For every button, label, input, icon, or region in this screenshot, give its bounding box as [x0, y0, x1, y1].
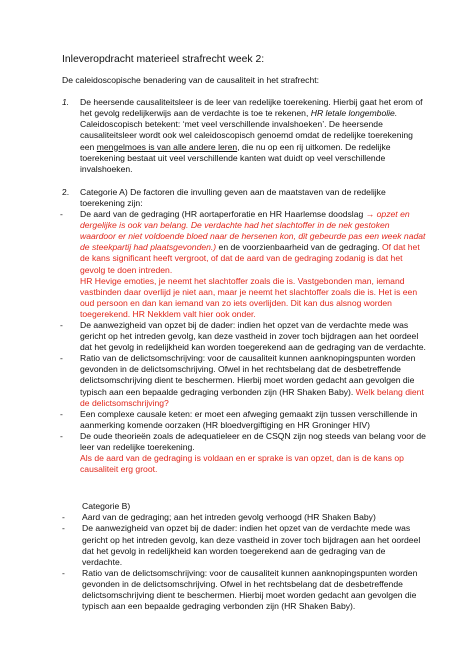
- paragraph-text: De heersende causaliteitsleer is de leer van redelijke toerekening. Hierbij gaat het erom of het gevolg redelijkerwijs aan de verdachte is toe te rekenen,: [80, 97, 423, 119]
- document-subtitle: De caleidoscopische benadering van de causaliteit in het strafrecht:: [62, 75, 320, 86]
- bullet-text: De aard van de gedraging (HR aortaperforatie en HR Haarlemse doodslag: [80, 209, 366, 220]
- bullet-item: [60, 320, 426, 353]
- bullet-item: [60, 431, 426, 475]
- bullet-item: [62, 512, 426, 523]
- bullet-text: Aard van de gedraging; aan het intreden gevolg verhoogd (HR Shaken Baby): [82, 512, 376, 523]
- document-title: Inleveropdracht materieel strafrecht week 2:: [62, 54, 265, 65]
- bullet-item: [62, 523, 426, 567]
- bullet-dash: -: [62, 567, 65, 578]
- bullet-text: De aanwezigheid van opzet bij de dader: indien het opzet van de verdachte mede was gericht op het intreden gevolg, kan deze vastheid in zover toch bijdragen aan het oordeel dat het gevolg in redelijkheid kan worden toegerekend aan de gedraging van de verdachte.: [82, 523, 421, 567]
- category-a-intro: Categorie A) De factoren die invulling geven aan de maatstaven van de redelijke toerekening zijn:: [80, 186, 386, 208]
- bullet-dash: -: [62, 512, 65, 523]
- bullet-dash: -: [60, 319, 63, 330]
- red-annotation: HR Hevige emoties, je neemt het slachtoffer zoals die is. Vastgebonden man, iemand vastbinden daar overlijd je niet aan, maar je neemt het slachtoffer zoals die is. Het is een oud persoon en dan kan iemand van zo iets overlijden. Dit kan dus alsnog worden toegerekend. HR Nekklem valt hier ook onder.: [80, 275, 418, 319]
- list-item-body: [60, 186, 426, 475]
- list-item-2: [62, 187, 426, 475]
- red-annotation: Of dat het de kans significant heeft vergroot, of dat de aard van de gedraging zodanig is dat het gevolg te doen intreden.: [80, 242, 420, 275]
- bullet-item: [60, 353, 426, 408]
- red-annotation: Als de aard van de gedraging is voldaan en er sprake is van opzet, dan is de kans op causaliteit erg groot.: [80, 453, 404, 475]
- bullet-text: Ratio van de delictsomschrijving: voor de causaliteit kunnen aanknopingspunten worden gevonden in de delictsomschrijving. Ofwel in het rechtsbelang dat de desbetreffende delictsomschrijving dient te beschermen. Hierbij moet worden gedacht aan gevolgen die typisch aan een bepaalde gedraging verbonden zijn (HR Shaken Baby).: [82, 567, 418, 612]
- underlined-phrase: mengelmoes is van alle andere leren: [96, 141, 238, 152]
- bullet-text: Ratio van de delictsomschrijving: voor de causaliteit kunnen aanknopingspunten worden gevonden in de delictsomschrijving. Ofwel in het rechtsbelang dat de desbetreffende delictsomschrijving dient te beschermen. Hierbij moet worden gedacht aan gevolgen die typisch aan een bepaalde gedraging verbonden zijn (HR Shaken Baby).: [80, 353, 416, 397]
- bullet-text: Een complexe causale keten: er moet een afweging gemaakt zijn tussen verschillende in aanmerking komende oorzaken (HR bloedvergiftiging en HR Groninger HIV): [80, 408, 418, 430]
- category-b-section: [62, 501, 426, 612]
- list-number: 2.: [62, 186, 70, 197]
- category-b-heading: Categorie B): [82, 501, 131, 512]
- list-number: 1.: [62, 97, 70, 108]
- red-annotation: Welk belang dient de delictsomschrijving?: [80, 386, 424, 408]
- bullet-dash: -: [60, 430, 63, 441]
- paragraph-text: Caleidoscopisch betekent: ‘met veel verschillende invalshoeken’. De heersende causaliteitsleer wordt ook wel caleidoscopisch genoemd omdat de redelijke toerekening een: [80, 119, 413, 152]
- bullet-item: [60, 209, 426, 320]
- bullet-dash: -: [60, 209, 63, 220]
- list-item-body: [80, 97, 426, 175]
- red-annotation: → opzet en dergelijke is ook van belang. De verdachte had het slachtoffer in de nek gestoken waardoor er niet voldoende bloed naar de hersenen kon, dit gebeurde pas een week nadat de steekpartij had plaatsgevonden.): [80, 209, 426, 253]
- bullet-text: en de voorzienbaarheid van de gedraging.: [216, 242, 382, 253]
- paragraph-text: , die nu op een rij uitkomen. De redelijke toerekening bestaat uit veel verschillende kanten wat duidt op veel verschillende invalshoeken.: [80, 141, 391, 174]
- bullet-item: [62, 568, 426, 612]
- bullet-item: [60, 409, 426, 431]
- case-reference: HR letale longembolie.: [310, 108, 398, 119]
- bullet-text: De aanwezigheid van opzet bij de dader: indien het opzet van de verdachte mede was gericht op het intreden gevolg, kan deze vastheid in zover toch bijdragen aan het oordeel dat het gevolg in redelijkheid kan worden toegerekend aan de gedraging van de verdachte.: [80, 319, 426, 353]
- list-item-1: [62, 97, 426, 175]
- bullet-dash: -: [60, 408, 63, 419]
- bullet-text: De oude theorieën zoals de adequatieleer en de CSQN zijn nog steeds van belang voor de leer van redelijke toerekening.: [80, 430, 426, 452]
- bullet-dash: -: [62, 523, 65, 534]
- bullet-dash: -: [60, 353, 63, 364]
